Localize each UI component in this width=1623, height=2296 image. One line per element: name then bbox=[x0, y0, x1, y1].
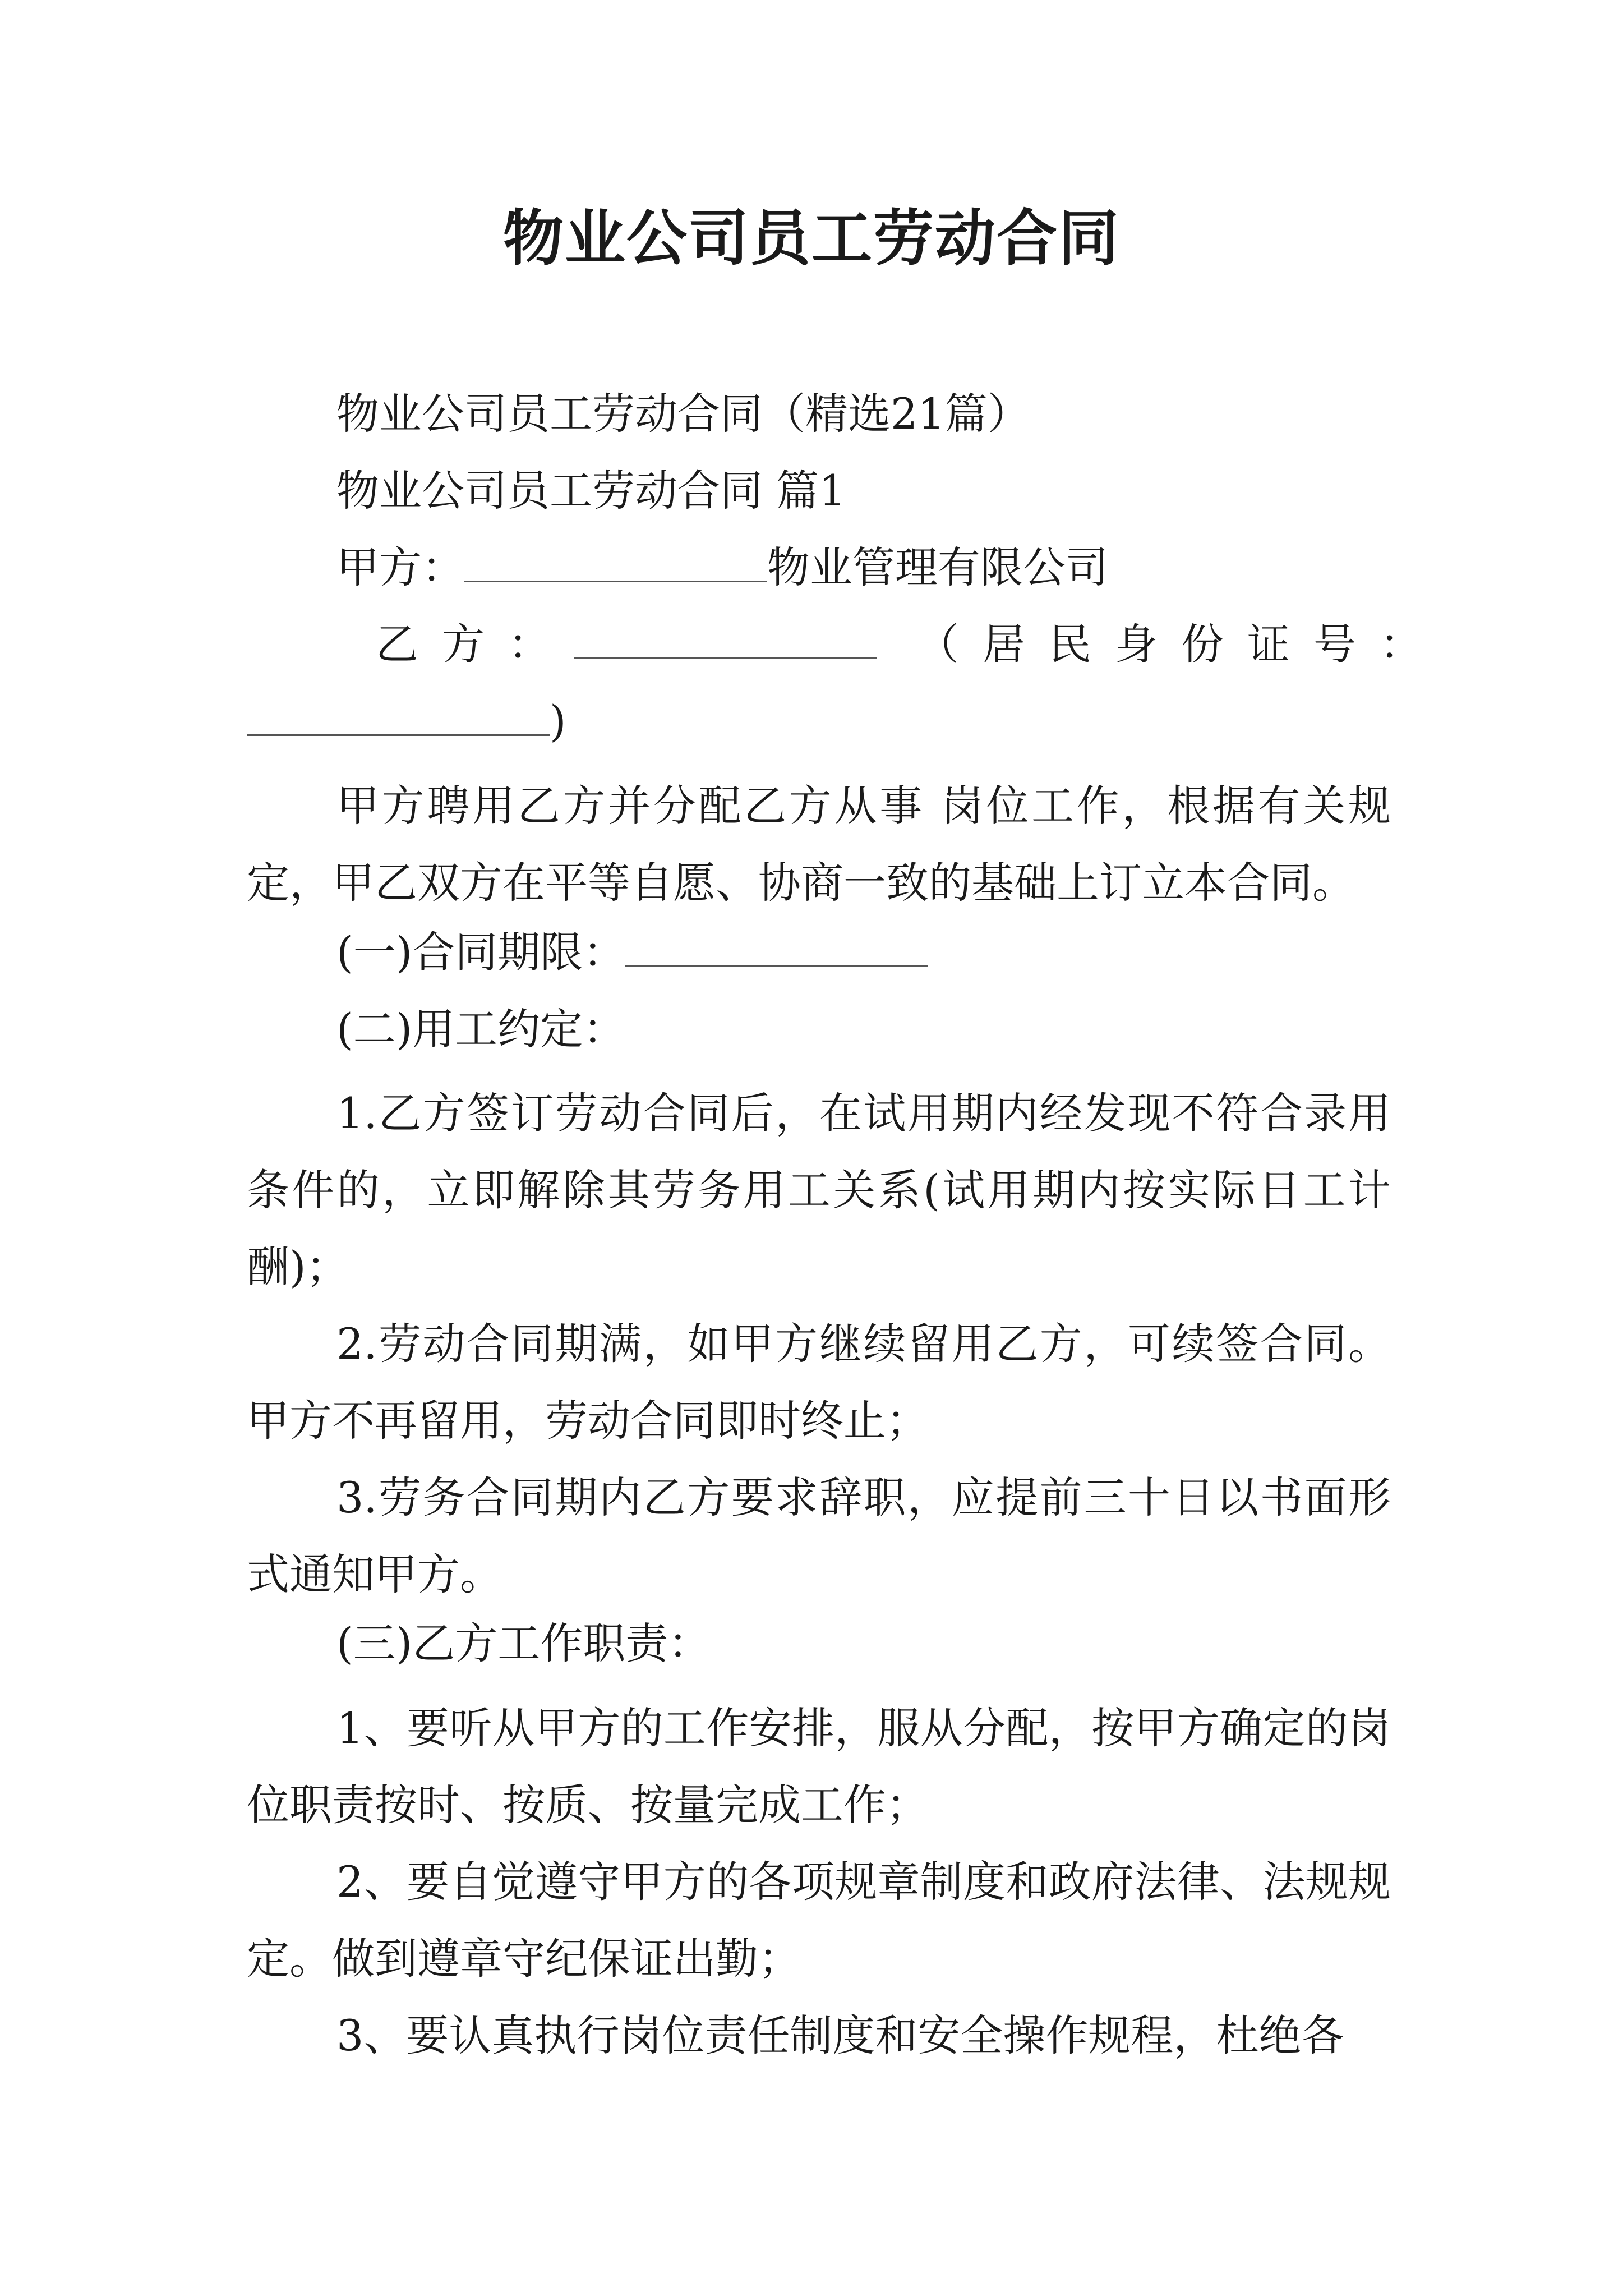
party-a-blank[interactable] bbox=[464, 541, 767, 582]
party-b-id-blank[interactable] bbox=[247, 695, 550, 736]
duty-item-1: 1、要听从甲方的工作安排，服从分配，按甲方确定的岗位职责按时、按质、按量完成工作； bbox=[247, 1703, 1391, 1830]
duty-item-3: 3、要认真执行岗位责任制度和安全操作规程，杜绝各 bbox=[336, 2010, 1344, 2060]
employment-item-2: 2.劳动合同期满，如甲方继续留用乙方，可续签合同。甲方不再留用，劳动合同即时终止； bbox=[247, 1319, 1391, 1446]
employment-item-1: 1.乙方签订劳动合同后，在试用期内经发现不符合录用条件的，立即解除其劳务用工关系(试用期内按实际日工计酬)； bbox=[247, 1088, 1391, 1292]
document-title: 物业公司员工劳动合同 bbox=[502, 203, 1120, 274]
duties-heading: (三)乙方工作职责： bbox=[336, 1618, 711, 1668]
duty-item-2: 2、要自觉遵守甲方的各项规章制度和政府法律、法规规定。做到遵章守纪保证出勤； bbox=[247, 1857, 1391, 1984]
party-b-id-line bbox=[247, 693, 1391, 749]
term-line bbox=[336, 924, 1391, 981]
term-label: (一)合同期限： bbox=[336, 927, 626, 977]
employment-heading: (二)用工约定： bbox=[336, 1004, 626, 1054]
party-a-suffix: 物业管理有限公司 bbox=[767, 542, 1108, 592]
party-b-blank[interactable] bbox=[574, 618, 877, 659]
party-b-id-label: （居民身份证号： bbox=[916, 619, 1446, 669]
section-heading: 物业公司员工劳动合同 篇1 bbox=[336, 466, 846, 516]
party-a-label: 甲方： bbox=[336, 542, 464, 592]
term-blank[interactable] bbox=[625, 926, 928, 967]
intro-paragraph: 甲方聘用乙方并分配乙方从事 岗位工作，根据有关规定，甲乙双方在平等自愿、协商一致的基础上订立本合同。 bbox=[247, 781, 1391, 908]
party-a-line bbox=[336, 540, 1391, 596]
document-subtitle: 物业公司员工劳动合同（精选21篇） bbox=[336, 389, 1030, 439]
party-b-line bbox=[376, 616, 1446, 673]
party-b-close: ) bbox=[550, 696, 566, 746]
employment-item-3: 3.劳务合同期内乙方要求辞职，应提前三十日以书面形式通知甲方。 bbox=[247, 1473, 1391, 1599]
party-b-label: 乙方： bbox=[376, 619, 574, 669]
